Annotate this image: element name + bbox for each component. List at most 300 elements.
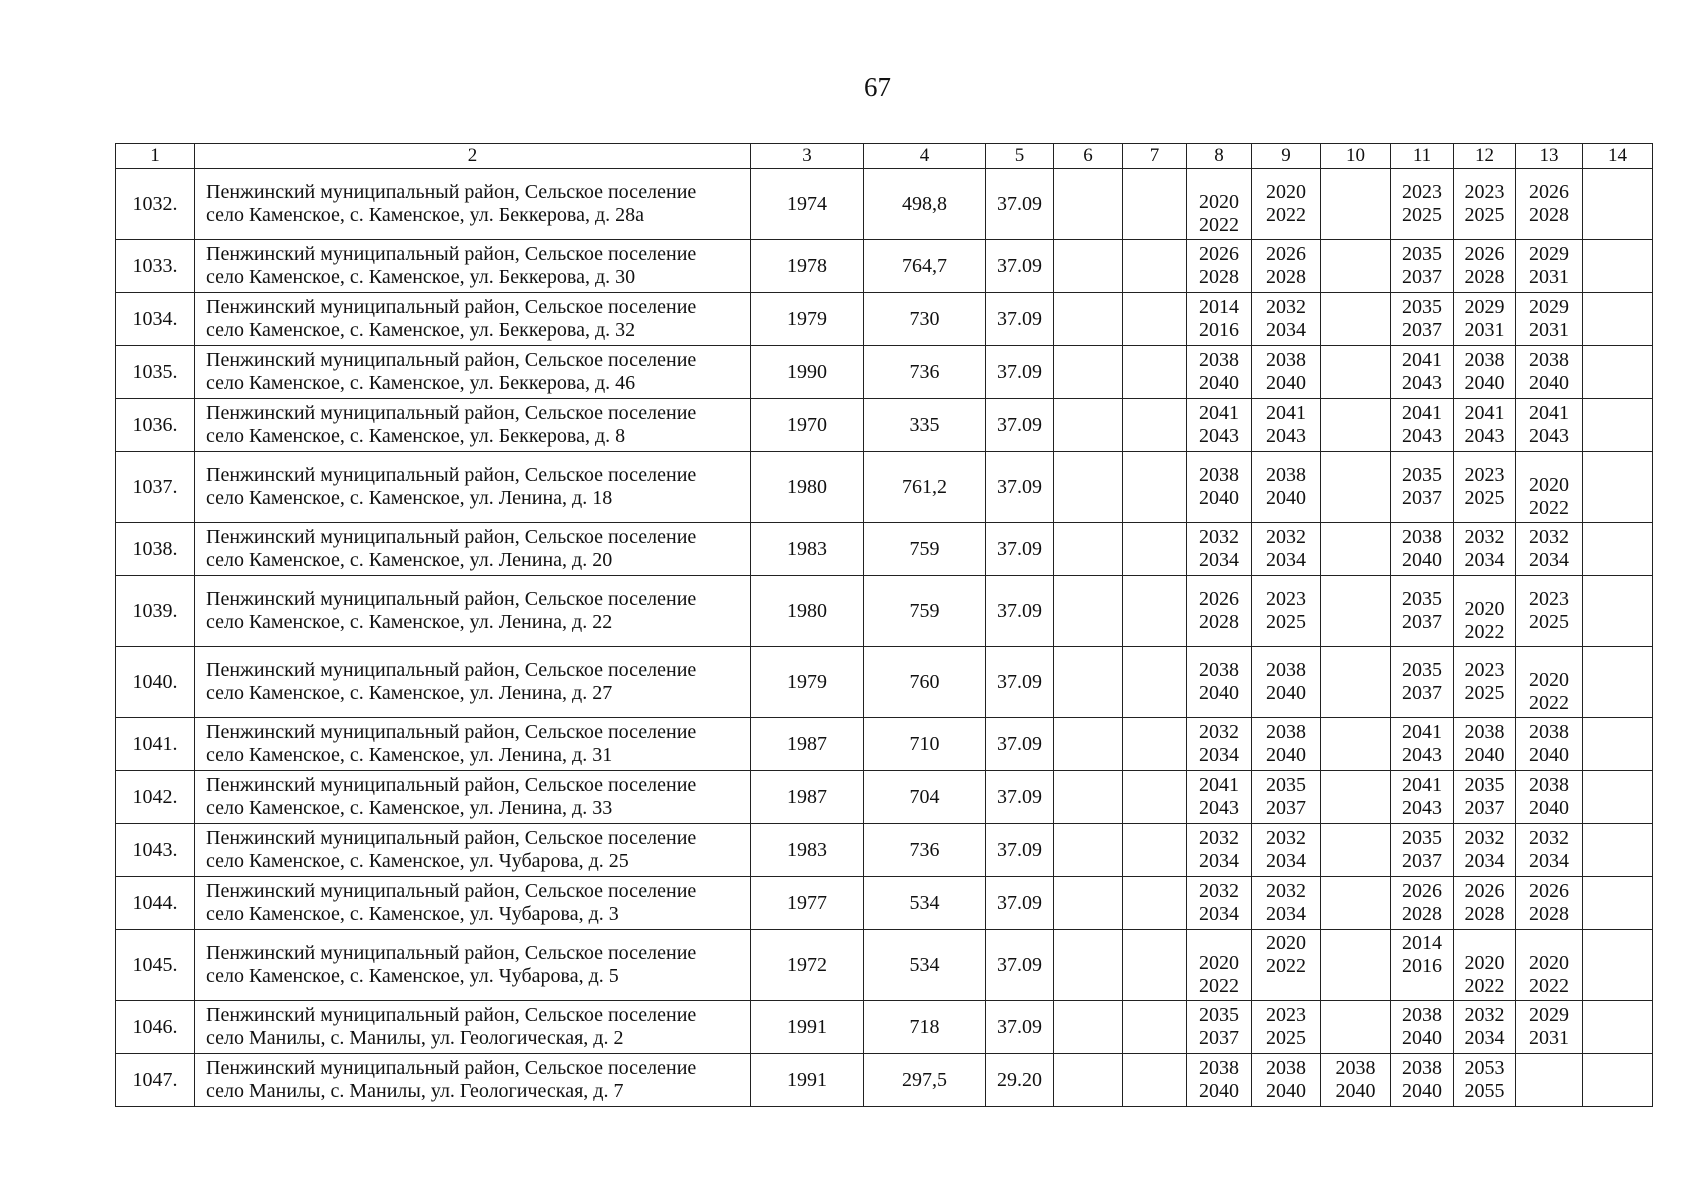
period-cell-c8	[1187, 930, 1252, 1001]
period-text: 2038 2040	[1266, 1057, 1306, 1102]
period-cell-c7	[1123, 452, 1187, 523]
floor-area: 498,8	[864, 169, 986, 240]
period-text: 2023 2025	[1464, 659, 1505, 704]
address-cell	[195, 169, 751, 240]
period-years	[1516, 295, 1582, 343]
period-cell-c11	[1391, 576, 1454, 647]
period-years	[1187, 649, 1251, 715]
period-cell-c8	[1187, 346, 1252, 399]
address-line: Пенжинский муниципальный район, Сельское поселение	[206, 659, 697, 681]
period-cell-c13	[1516, 576, 1583, 647]
address-line: Пенжинский муниципальный район, Сельское поселение	[206, 880, 697, 902]
period-years	[1454, 525, 1515, 573]
period-cell-c14	[1583, 718, 1653, 771]
period-text: 2032 2034	[1199, 721, 1239, 766]
period-cell-c11	[1391, 293, 1454, 346]
table-row	[116, 1054, 1653, 1107]
period-text: 2041 2043	[1402, 349, 1442, 394]
period-cell-c8	[1187, 718, 1252, 771]
period-cell-c14	[1583, 824, 1653, 877]
period-cell-c8	[1187, 647, 1252, 718]
row-number: 1041.	[116, 718, 195, 771]
period-cell-c12	[1454, 240, 1516, 293]
period-cell-c6	[1054, 169, 1123, 240]
address-line: село Каменское, с. Каменское, ул. Ленина, д. 20	[206, 549, 613, 571]
period-cell-c14	[1583, 1001, 1653, 1054]
period-cell-c7	[1123, 523, 1187, 576]
work-code: 37.09	[986, 293, 1054, 346]
period-cell-c6	[1054, 346, 1123, 399]
period-text: 2023 2025	[1464, 181, 1505, 226]
floor-area: 704	[864, 771, 986, 824]
period-text: 2035 2037	[1266, 774, 1306, 819]
period-text: 2038 2040	[1529, 774, 1569, 819]
period-years	[1454, 295, 1515, 343]
period-years	[1252, 242, 1320, 290]
period-cell-c11	[1391, 1054, 1454, 1107]
build-year: 1974	[751, 169, 864, 240]
address-line: Пенжинский муниципальный район, Сельское поселение	[206, 526, 697, 548]
period-cell-c11	[1391, 718, 1454, 771]
period-cell-c7	[1123, 293, 1187, 346]
period-cell-c13	[1516, 523, 1583, 576]
period-cell-c7	[1123, 824, 1187, 877]
period-text: 2032 2034	[1266, 526, 1306, 571]
period-years	[1252, 578, 1320, 644]
build-year: 1978	[751, 240, 864, 293]
period-text: 2020 2022	[1199, 952, 1239, 997]
period-cell-c14	[1583, 293, 1653, 346]
row-number: 1036.	[116, 399, 195, 452]
period-cell-c8	[1187, 1054, 1252, 1107]
period-years	[1187, 578, 1251, 644]
floor-area: 730	[864, 293, 986, 346]
period-text: 2026 2028	[1266, 243, 1306, 288]
work-code: 37.09	[986, 576, 1054, 647]
period-cell-c12	[1454, 346, 1516, 399]
table-row	[116, 169, 1653, 240]
period-years	[1516, 401, 1582, 449]
row-number: 1042.	[116, 771, 195, 824]
period-text: 2038 2040	[1402, 1057, 1442, 1102]
build-year: 1977	[751, 877, 864, 930]
period-text: 2041 2043	[1402, 721, 1442, 766]
period-text: 2038 2040	[1266, 721, 1306, 766]
period-years	[1187, 773, 1251, 821]
period-years	[1516, 348, 1582, 396]
period-text: 2026 2028	[1464, 243, 1505, 288]
period-cell-c8	[1187, 293, 1252, 346]
period-text: 2023 2025	[1266, 1004, 1306, 1049]
period-text: 2035 2037	[1402, 659, 1442, 704]
period-years	[1321, 1056, 1390, 1104]
period-cell-c9	[1252, 576, 1321, 647]
period-cell-c6	[1054, 452, 1123, 523]
table-row	[116, 576, 1653, 647]
period-cell-c10	[1321, 930, 1391, 1001]
column-header: 14	[1583, 144, 1653, 169]
period-cell-c7	[1123, 1001, 1187, 1054]
period-cell-c7	[1123, 346, 1187, 399]
row-number: 1038.	[116, 523, 195, 576]
row-number: 1034.	[116, 293, 195, 346]
period-years	[1454, 720, 1515, 768]
address-cell	[195, 771, 751, 824]
column-header: 4	[864, 144, 986, 169]
period-cell-c11	[1391, 930, 1454, 1001]
period-cell-c9	[1252, 346, 1321, 399]
address-cell	[195, 718, 751, 771]
period-cell-c13	[1516, 399, 1583, 452]
period-text: 2041 2043	[1199, 774, 1239, 819]
period-cell-c7	[1123, 877, 1187, 930]
period-text: 2035 2037	[1402, 827, 1442, 872]
period-text: 2038 2040	[1199, 464, 1239, 509]
period-years	[1252, 525, 1320, 573]
period-years	[1391, 720, 1453, 768]
period-cell-c11	[1391, 647, 1454, 718]
period-cell-c10	[1321, 240, 1391, 293]
period-cell-c13	[1516, 824, 1583, 877]
period-cell-c10	[1321, 293, 1391, 346]
period-years	[1516, 879, 1582, 927]
build-year: 1987	[751, 718, 864, 771]
period-years	[1454, 242, 1515, 290]
column-header: 8	[1187, 144, 1252, 169]
period-cell-c14	[1583, 523, 1653, 576]
period-cell-c14	[1583, 771, 1653, 824]
period-cell-c7	[1123, 647, 1187, 718]
floor-area: 761,2	[864, 452, 986, 523]
period-years	[1187, 1003, 1251, 1051]
column-header: 12	[1454, 144, 1516, 169]
period-years	[1454, 171, 1515, 237]
work-code: 37.09	[986, 1001, 1054, 1054]
floor-area: 760	[864, 647, 986, 718]
period-years	[1454, 578, 1515, 644]
period-cell-c13	[1516, 452, 1583, 523]
floor-area: 759	[864, 523, 986, 576]
work-code: 37.09	[986, 169, 1054, 240]
build-year: 1991	[751, 1054, 864, 1107]
period-cell-c11	[1391, 523, 1454, 576]
address-line: село Каменское, с. Каменское, ул. Чубарова, д. 5	[206, 965, 619, 987]
column-header: 5	[986, 144, 1054, 169]
address-cell	[195, 523, 751, 576]
row-number: 1037.	[116, 452, 195, 523]
housing-registry-table	[115, 143, 1653, 1107]
period-text: 2053 2055	[1464, 1057, 1505, 1102]
period-text: 2038 2040	[1464, 721, 1505, 766]
period-text: 2023 2025	[1402, 181, 1442, 226]
period-cell-c12	[1454, 930, 1516, 1001]
period-text: 2041 2043	[1402, 774, 1442, 819]
build-year: 1972	[751, 930, 864, 1001]
period-cell-c14	[1583, 169, 1653, 240]
floor-area: 335	[864, 399, 986, 452]
period-cell-c7	[1123, 771, 1187, 824]
period-years	[1252, 879, 1320, 927]
address-line: Пенжинский муниципальный район, Сельское поселение	[206, 1057, 697, 1079]
period-years	[1391, 454, 1453, 520]
address-line: Пенжинский муниципальный район, Сельское поселение	[206, 181, 697, 203]
address-cell	[195, 877, 751, 930]
period-text: 2032 2034	[1199, 880, 1239, 925]
work-code: 37.09	[986, 346, 1054, 399]
period-cell-c10	[1321, 346, 1391, 399]
period-years	[1252, 649, 1320, 715]
floor-area: 759	[864, 576, 986, 647]
period-cell-c14	[1583, 346, 1653, 399]
period-cell-c9	[1252, 718, 1321, 771]
period-text: 2035 2037	[1402, 296, 1442, 341]
period-cell-c8	[1187, 169, 1252, 240]
period-text: 2026 2028	[1464, 880, 1505, 925]
period-cell-c11	[1391, 877, 1454, 930]
address-line: Пенжинский муниципальный район, Сельское поселение	[206, 588, 697, 610]
period-text: 2035 2037	[1199, 1004, 1239, 1049]
period-years	[1252, 401, 1320, 449]
period-years	[1252, 720, 1320, 768]
build-year: 1983	[751, 824, 864, 877]
period-cell-c7	[1123, 930, 1187, 1001]
address-line: село Каменское, с. Каменское, ул. Беккерова, д. 46	[206, 372, 636, 394]
period-years	[1391, 295, 1453, 343]
period-years	[1252, 1003, 1320, 1051]
period-cell-c8	[1187, 771, 1252, 824]
period-cell-c8	[1187, 877, 1252, 930]
address-line: Пенжинский муниципальный район, Сельское поселение	[206, 243, 697, 265]
row-number: 1035.	[116, 346, 195, 399]
period-text: 2029 2031	[1529, 243, 1569, 288]
period-years	[1516, 454, 1582, 520]
period-cell-c11	[1391, 399, 1454, 452]
period-text: 2038 2040	[1529, 721, 1569, 766]
period-years	[1516, 242, 1582, 290]
address-line: село Каменское, с. Каменское, ул. Чубарова, д. 3	[206, 903, 619, 925]
period-text: 2032 2034	[1529, 526, 1569, 571]
period-text: 2026 2028	[1199, 588, 1239, 633]
period-years	[1252, 826, 1320, 874]
period-cell-c12	[1454, 293, 1516, 346]
period-cell-c9	[1252, 293, 1321, 346]
period-years	[1252, 932, 1320, 998]
period-cell-c9	[1252, 240, 1321, 293]
period-cell-c14	[1583, 399, 1653, 452]
period-years	[1187, 720, 1251, 768]
period-cell-c8	[1187, 452, 1252, 523]
period-text: 2020 2022	[1464, 598, 1505, 643]
period-text: 2032 2034	[1199, 827, 1239, 872]
table-row	[116, 399, 1653, 452]
period-text: 2026 2028	[1529, 880, 1569, 925]
period-text: 2038 2040	[1402, 526, 1442, 571]
period-years	[1391, 578, 1453, 644]
period-text: 2029 2031	[1464, 296, 1505, 341]
period-cell-c10	[1321, 771, 1391, 824]
period-cell-c12	[1454, 771, 1516, 824]
period-cell-c8	[1187, 399, 1252, 452]
period-cell-c9	[1252, 877, 1321, 930]
address-line: село Каменское, с. Каменское, ул. Беккерова, д. 32	[206, 319, 636, 341]
period-cell-c12	[1454, 877, 1516, 930]
work-code: 37.09	[986, 240, 1054, 293]
period-years	[1516, 578, 1582, 644]
period-cell-c12	[1454, 576, 1516, 647]
period-years	[1187, 454, 1251, 520]
period-text: 2038 2040	[1402, 1004, 1442, 1049]
address-line: Пенжинский муниципальный район, Сельское поселение	[206, 349, 697, 371]
period-years	[1252, 1056, 1320, 1104]
address-cell	[195, 346, 751, 399]
table-row	[116, 824, 1653, 877]
period-cell-c10	[1321, 523, 1391, 576]
period-years	[1187, 525, 1251, 573]
period-text: 2020 2022	[1529, 669, 1569, 714]
build-year: 1980	[751, 452, 864, 523]
period-text: 2023 2025	[1464, 464, 1505, 509]
address-cell	[195, 647, 751, 718]
row-number: 1033.	[116, 240, 195, 293]
period-text: 2038 2040	[1529, 349, 1569, 394]
period-cell-c9	[1252, 930, 1321, 1001]
address-line: село Каменское, с. Каменское, ул. Беккерова, д. 28а	[206, 204, 645, 226]
period-text: 2035 2037	[1402, 243, 1442, 288]
address-line: село Манилы, с. Манилы, ул. Геологическая, д. 2	[206, 1027, 624, 1049]
work-code: 37.09	[986, 523, 1054, 576]
period-cell-c7	[1123, 399, 1187, 452]
period-text: 2035 2037	[1464, 774, 1505, 819]
period-cell-c10	[1321, 1054, 1391, 1107]
period-cell-c13	[1516, 718, 1583, 771]
table-row	[116, 293, 1653, 346]
address-cell	[195, 293, 751, 346]
period-years	[1391, 1056, 1453, 1104]
floor-area: 534	[864, 930, 986, 1001]
period-cell-c9	[1252, 523, 1321, 576]
period-cell-c14	[1583, 452, 1653, 523]
floor-area: 718	[864, 1001, 986, 1054]
period-cell-c6	[1054, 877, 1123, 930]
period-cell-c7	[1123, 169, 1187, 240]
column-header: 10	[1321, 144, 1391, 169]
column-header: 3	[751, 144, 864, 169]
period-cell-c9	[1252, 771, 1321, 824]
period-cell-c11	[1391, 169, 1454, 240]
work-code: 37.09	[986, 877, 1054, 930]
work-code: 37.09	[986, 718, 1054, 771]
work-code: 37.09	[986, 930, 1054, 1001]
period-years	[1516, 525, 1582, 573]
period-text: 2038 2040	[1335, 1057, 1376, 1102]
period-years	[1516, 932, 1582, 998]
period-cell-c6	[1054, 293, 1123, 346]
period-cell-c12	[1454, 1054, 1516, 1107]
period-years	[1454, 1003, 1515, 1051]
period-text: 2038 2040	[1199, 349, 1239, 394]
period-text: 2032 2034	[1266, 827, 1306, 872]
table-row	[116, 930, 1653, 1001]
period-years	[1391, 649, 1453, 715]
period-years	[1454, 401, 1515, 449]
address-line: село Каменское, с. Каменское, ул. Ленина, д. 27	[206, 682, 613, 704]
period-text: 2032 2034	[1464, 1004, 1505, 1049]
floor-area: 710	[864, 718, 986, 771]
period-text: 2038 2040	[1464, 349, 1505, 394]
period-years	[1454, 773, 1515, 821]
period-cell-c11	[1391, 771, 1454, 824]
period-text: 2026 2028	[1199, 243, 1239, 288]
period-cell-c6	[1054, 930, 1123, 1001]
period-text: 2023 2025	[1266, 588, 1306, 633]
period-cell-c14	[1583, 647, 1653, 718]
period-years	[1454, 932, 1515, 998]
period-text: 2029 2031	[1529, 1004, 1569, 1049]
period-cell-c13	[1516, 647, 1583, 718]
period-cell-c13	[1516, 771, 1583, 824]
period-cell-c9	[1252, 169, 1321, 240]
column-header: 9	[1252, 144, 1321, 169]
period-cell-c7	[1123, 1054, 1187, 1107]
floor-area: 534	[864, 877, 986, 930]
address-line: Пенжинский муниципальный район, Сельское поселение	[206, 402, 697, 424]
period-cell-c8	[1187, 576, 1252, 647]
period-text: 2038 2040	[1199, 659, 1239, 704]
period-years	[1391, 879, 1453, 927]
floor-area: 297,5	[864, 1054, 986, 1107]
build-year: 1983	[751, 523, 864, 576]
column-header: 6	[1054, 144, 1123, 169]
period-text: 2041 2043	[1266, 402, 1306, 447]
period-cell-c6	[1054, 576, 1123, 647]
table-row	[116, 877, 1653, 930]
period-cell-c8	[1187, 240, 1252, 293]
address-cell	[195, 1001, 751, 1054]
period-cell-c12	[1454, 399, 1516, 452]
period-cell-c12	[1454, 824, 1516, 877]
work-code: 37.09	[986, 399, 1054, 452]
period-years	[1391, 525, 1453, 573]
period-years	[1391, 242, 1453, 290]
period-cell-c7	[1123, 240, 1187, 293]
build-year: 1979	[751, 647, 864, 718]
period-cell-c10	[1321, 718, 1391, 771]
period-cell-c9	[1252, 647, 1321, 718]
work-code: 37.09	[986, 771, 1054, 824]
period-cell-c13	[1516, 346, 1583, 399]
build-year: 1979	[751, 293, 864, 346]
period-cell-c13	[1516, 293, 1583, 346]
period-cell-c9	[1252, 824, 1321, 877]
period-cell-c14	[1583, 1054, 1653, 1107]
address-line: Пенжинский муниципальный район, Сельское поселение	[206, 296, 697, 318]
period-years	[1391, 171, 1453, 237]
build-year: 1990	[751, 346, 864, 399]
build-year: 1980	[751, 576, 864, 647]
address-line: село Каменское, с. Каменское, ул. Беккерова, д. 8	[206, 425, 626, 447]
period-years	[1187, 1056, 1251, 1104]
period-text: 2020 2022	[1266, 932, 1306, 977]
period-years	[1454, 826, 1515, 874]
period-years	[1391, 401, 1453, 449]
period-years	[1454, 1056, 1515, 1104]
period-years	[1516, 826, 1582, 874]
period-years	[1187, 348, 1251, 396]
period-years	[1454, 454, 1515, 520]
column-header: 1	[116, 144, 195, 169]
period-text: 2020 2022	[1199, 191, 1239, 236]
period-cell-c11	[1391, 346, 1454, 399]
